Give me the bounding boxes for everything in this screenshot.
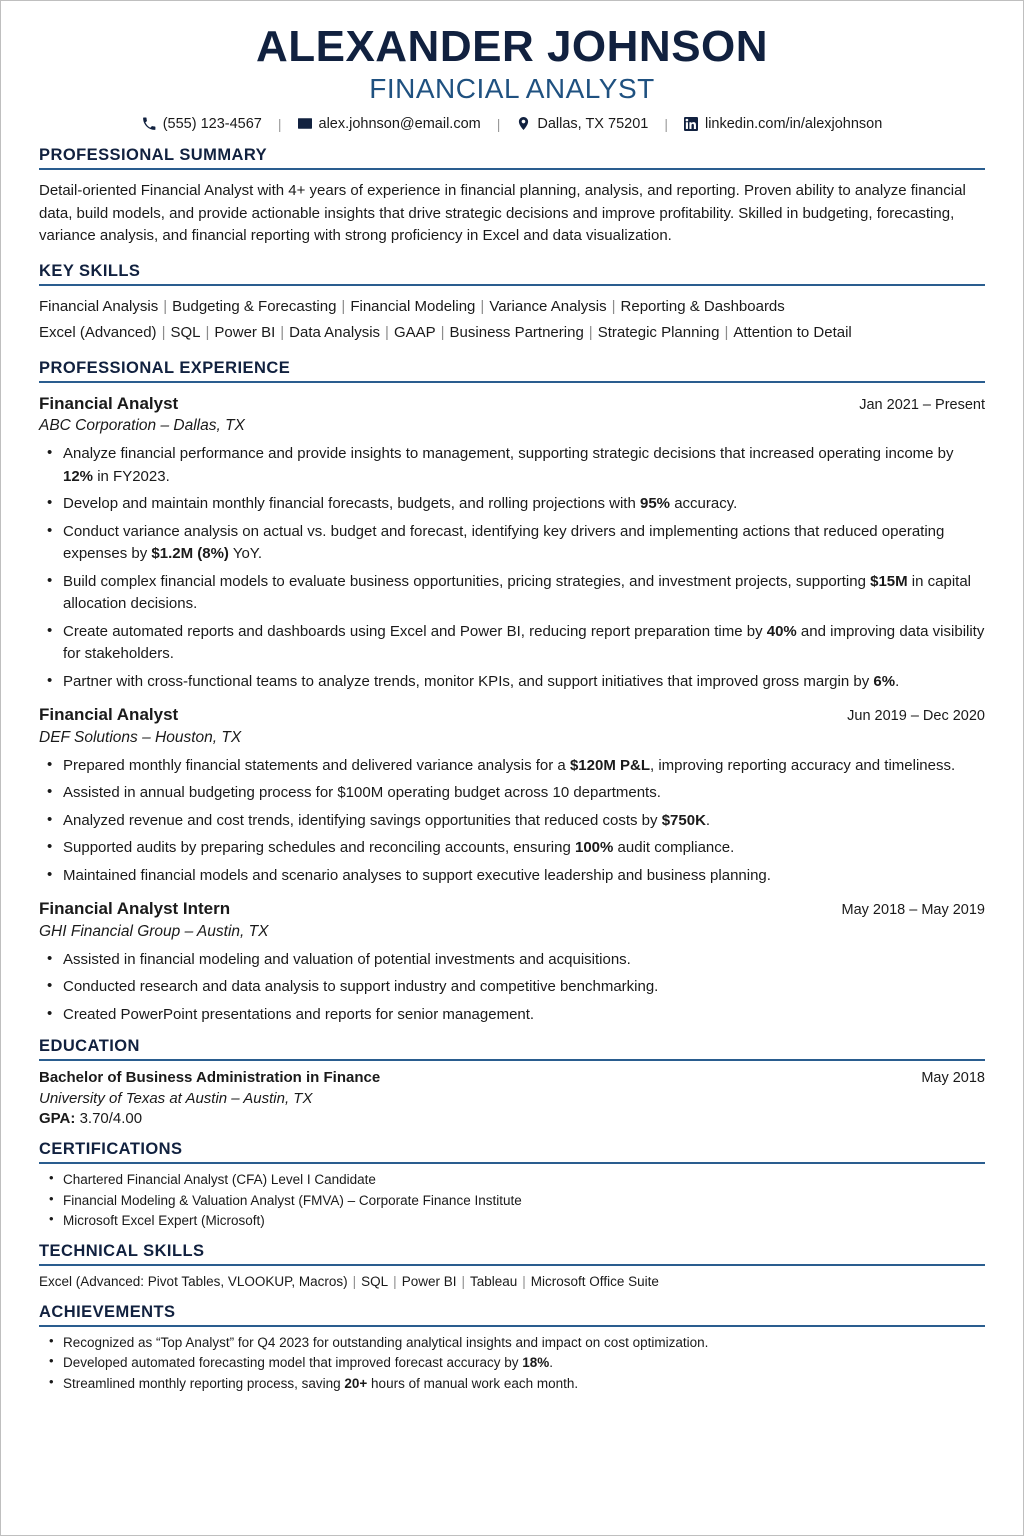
achievements-list [39, 1333, 985, 1394]
contact-row [39, 116, 985, 132]
contact-text: Dallas, TX 75201 [537, 115, 649, 132]
education-entry-header [39, 1069, 985, 1088]
certification-item: • Microsoft Excel Expert (Microsoft) [39, 1211, 985, 1231]
experience-dates: May 2018 – May 2019 [841, 902, 985, 919]
education-gpa [39, 1109, 985, 1129]
experience-bullet: • Partner with cross-functional teams to analyze trends, monitor KPIs, and support initiatives that improved gross margin by 6%. [39, 671, 985, 694]
key-skill-item: Reporting & Dashboards [620, 298, 785, 316]
contact-item-email[interactable] [298, 116, 481, 132]
phone-icon [142, 117, 156, 131]
education-school: University of Texas at Austin – Austin, TX [39, 1089, 313, 1107]
section-heading-technical-skills: TECHNICAL SKILLS [39, 1242, 985, 1266]
section-key-skills [39, 262, 985, 344]
experience-bullet: • Analyzed revenue and cost trends, identifying savings opportunities that reduced costs by $750K. [39, 810, 985, 833]
experience-entry-header [39, 899, 985, 919]
candidate-job-title: FINANCIAL ANALYST [369, 72, 655, 104]
skill-separator: | [611, 298, 616, 316]
section-education [39, 1037, 985, 1129]
certification-item: • Chartered Financial Analyst (CFA) Level I Candidate [39, 1170, 985, 1190]
section-professional-experience [39, 359, 985, 1027]
contact-separator: | [664, 115, 668, 132]
contact-item-phone[interactable] [142, 116, 262, 132]
experience-entry [39, 394, 985, 694]
experience-role: Financial Analyst Intern [39, 899, 231, 919]
key-skill-item: Excel (Advanced) [39, 324, 157, 342]
technical-skill-item: Excel (Advanced: Pivot Tables, VLOOKUP, Macros) [39, 1273, 348, 1289]
certifications-list [39, 1170, 985, 1231]
contact-text: linkedin.com/in/alexjohnson [704, 115, 883, 132]
achievement-item: • Developed automated forecasting model that improved forecast accuracy by 18%. [39, 1353, 985, 1373]
achievement-item: • Streamlined monthly reporting process, saving 20+ hours of manual work each month. [39, 1374, 985, 1394]
key-skill-item: GAAP [393, 324, 436, 342]
contact-item-location-pin[interactable] [516, 116, 648, 132]
skill-separator: | [385, 324, 389, 342]
education-gpa-label: GPA: [39, 1110, 76, 1128]
experience-company: DEF Solutions – Houston, TX [39, 728, 242, 746]
section-professional-summary [39, 146, 985, 248]
key-skill-item: Financial Analysis [39, 298, 159, 316]
experience-bullet: • Assisted in annual budgeting process for $100M operating budget across 10 departments. [39, 782, 985, 805]
skill-separator: | [480, 298, 485, 316]
experience-entry [39, 705, 985, 887]
technical-skill-item: SQL [361, 1273, 389, 1289]
skill-separator: | [280, 324, 285, 342]
skill-separator: | [161, 324, 166, 342]
skill-separator: | [461, 1273, 465, 1289]
experience-bullet: • Create automated reports and dashboards using Excel and Power BI, reducing report preparation time by 40% and improving data visibility for stakeholders. [39, 621, 985, 666]
experience-entry [39, 899, 985, 1026]
education-gpa-value: 3.70/4.00 [79, 1110, 143, 1128]
experience-role: Financial Analyst [39, 705, 179, 725]
experience-bullet: • Build complex financial models to evaluate business opportunities, pricing strategies, and investment projects, supporting $15M in capital allocation decisions. [39, 571, 985, 616]
section-heading-key-skills: KEY SKILLS [39, 262, 985, 286]
skill-separator: | [522, 1273, 526, 1289]
key-skill-item: Strategic Planning [597, 324, 720, 342]
section-heading-summary: PROFESSIONAL SUMMARY [39, 146, 985, 170]
experience-bullet: • Supported audits by preparing schedules and reconciling accounts, ensuring 100% audit compliance. [39, 837, 985, 860]
key-skill-item: SQL [170, 324, 201, 342]
candidate-name: ALEXANDER JOHNSON [255, 22, 769, 71]
skill-separator: | [393, 1273, 397, 1289]
experience-company: GHI Financial Group – Austin, TX [39, 922, 269, 940]
key-skill-item: Power BI [214, 324, 276, 342]
technical-skill-item: Microsoft Office Suite [530, 1273, 659, 1289]
skill-separator: | [724, 324, 729, 342]
resume-header [39, 23, 985, 132]
technical-skills-line [39, 1272, 985, 1292]
key-skill-item: Attention to Detail [733, 324, 852, 342]
certification-item: • Financial Modeling & Valuation Analyst (FMVA) – Corporate Finance Institute [39, 1191, 985, 1211]
key-skills-row-2 [39, 321, 985, 344]
experience-role: Financial Analyst [39, 393, 179, 413]
skill-separator: | [352, 1273, 357, 1289]
contact-item-linkedin[interactable] [684, 116, 882, 132]
experience-bullet: • Assisted in financial modeling and valuation of potential investments and acquisitions. [39, 949, 985, 972]
skill-separator: | [341, 298, 346, 316]
experience-bullet-list [39, 755, 985, 888]
experience-bullet: • Conducted research and data analysis to support industry and competitive benchmarking. [39, 976, 985, 999]
experience-dates: Jun 2019 – Dec 2020 [847, 708, 985, 725]
experience-bullet: • Develop and maintain monthly financial forecasts, budgets, and rolling projections with 95% accuracy. [39, 493, 985, 516]
contact-text: alex.johnson@email.com [318, 115, 481, 132]
contact-separator: | [277, 115, 282, 132]
skill-separator: | [588, 324, 593, 342]
contact-text: (555) 123-4567 [162, 115, 262, 132]
summary-text: Detail-oriented Financial Analyst with 4+ years of experience in financial planning, analysis, and reporting. Proven ability to analyze financial data, build models, and provide actionable insights that drive strategic decisions and improve profitability. Skilled in budgeting, forecasting, variance analysis, and financial reporting with strong proficiency in Excel and data visualization. [39, 181, 966, 245]
section-heading-experience: PROFESSIONAL EXPERIENCE [39, 359, 985, 383]
experience-entry-header [39, 394, 985, 414]
skill-separator: | [205, 324, 210, 342]
experience-company: ABC Corporation – Dallas, TX [39, 417, 245, 435]
experience-bullet: • Created PowerPoint presentations and reports for senior management. [39, 1004, 985, 1027]
section-heading-achievements: ACHIEVEMENTS [39, 1303, 985, 1327]
section-technical-skills [39, 1242, 985, 1292]
experience-list [39, 394, 985, 1027]
key-skill-item: Financial Modeling [350, 298, 476, 316]
key-skills-row-1 [39, 295, 985, 318]
skill-separator: | [163, 298, 168, 316]
experience-dates: Jan 2021 – Present [859, 396, 985, 413]
achievement-item: • Recognized as “Top Analyst” for Q4 2023 for outstanding analytical insights and impact on cost optimization. [39, 1333, 985, 1353]
experience-bullet: • Maintained financial models and scenario analyses to support executive leadership and business planning. [39, 865, 985, 888]
experience-bullet: • Analyze financial performance and provide insights to management, supporting strategic decisions that increased operating income by 12% in FY2023. [39, 443, 985, 488]
section-heading-certifications: CERTIFICATIONS [39, 1140, 985, 1164]
section-achievements [39, 1303, 985, 1394]
section-heading-education: EDUCATION [39, 1037, 985, 1061]
location-pin-icon [516, 117, 530, 131]
key-skill-item: Data Analysis [289, 324, 381, 342]
technical-skill-item: Power BI [401, 1273, 457, 1289]
technical-skill-item: Tableau [469, 1273, 518, 1289]
experience-bullet-list [39, 949, 985, 1027]
education-date: May 2018 [921, 1070, 985, 1087]
linkedin-icon [684, 117, 698, 131]
experience-bullet: • Conduct variance analysis on actual vs. budget and forecast, identifying key drivers and implementing actions that reduced operating expenses by $1.2M (8%) YoY. [39, 521, 985, 566]
experience-entry-header [39, 705, 985, 725]
key-skill-item: Variance Analysis [489, 298, 607, 316]
contact-separator: | [496, 115, 501, 132]
key-skill-item: Business Partnering [449, 324, 584, 342]
skill-separator: | [440, 324, 445, 342]
experience-bullet-list [39, 443, 985, 693]
experience-bullet: • Prepared monthly financial statements and delivered variance analysis for a $120M P&L, improving reporting accuracy and timeliness. [39, 755, 985, 778]
email-icon [298, 117, 312, 131]
section-certifications [39, 1140, 985, 1231]
education-degree: Bachelor of Business Administration in Finance [39, 1069, 381, 1087]
key-skill-item: Budgeting & Forecasting [172, 298, 337, 316]
